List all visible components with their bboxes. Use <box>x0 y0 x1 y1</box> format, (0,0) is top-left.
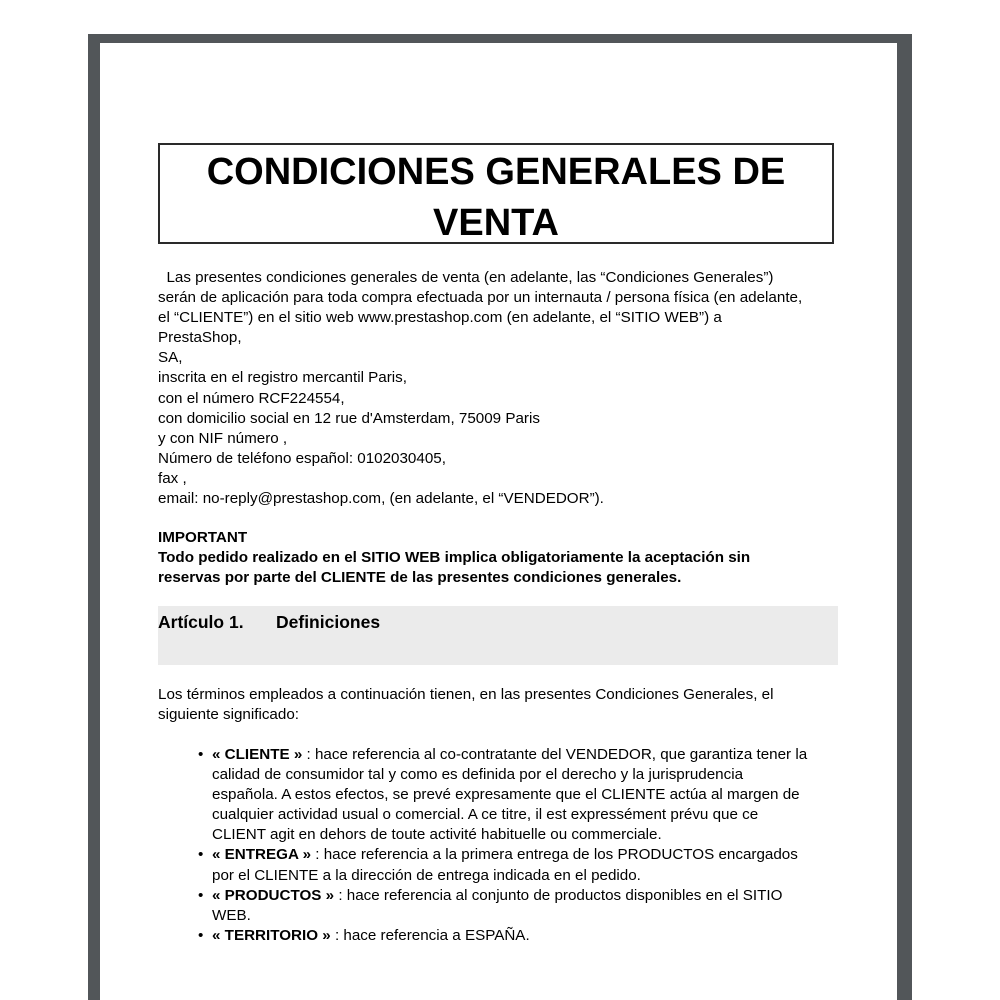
intro-line: email: no-reply@prestashop.com, (en adelante, el “VENDEDOR”). <box>158 490 604 508</box>
definition-text: española. A estos efectos, se prevé expresamente que el CLIENTE actúa al margen de <box>212 786 800 804</box>
intro-line: fax , <box>158 469 187 487</box>
important-notice <box>158 528 839 588</box>
important-line: reservas por parte del CLIENTE de las presentes condiciones generales. <box>158 569 682 587</box>
article-number: Artículo 1. <box>158 612 244 632</box>
intro-line: SA, <box>158 349 183 367</box>
intro-line: Número de teléfono español: 0102030405, <box>158 449 446 467</box>
definition-item <box>158 926 839 946</box>
definition-text: por el CLIENTE a la dirección de entrega indicada en el pedido. <box>212 866 641 884</box>
definition-line <box>212 845 839 865</box>
intro-line: Las presentes condiciones generales de venta (en adelante, las “Condiciones Generales”) <box>158 269 774 286</box>
definition-line <box>212 805 839 825</box>
definition-line <box>212 866 839 886</box>
definition-text: WEB. <box>212 906 251 924</box>
definition-text: : hace referencia a ESPAÑA. <box>330 926 530 944</box>
definition-text: cualquier actividad usual o comercial. A ce titre, il est expressément prévu que ce <box>212 806 759 824</box>
important-label: IMPORTANT <box>158 529 248 546</box>
definition-line <box>212 765 839 785</box>
definition-text: : hace referencia al conjunto de productos disponibles en el SITIO <box>334 886 783 904</box>
bullet-icon: • <box>198 746 204 763</box>
intro-line: inscrita en el registro mercantil Paris, <box>158 369 407 387</box>
document-page <box>100 43 897 1000</box>
intro-line: PrestaShop, <box>158 329 242 347</box>
definition-term: « CLIENTE » <box>212 746 303 763</box>
document-title <box>158 143 834 244</box>
definition-text: : hace referencia a la primera entrega de los PRODUCTOS encargados <box>311 846 798 864</box>
article-title: Definiciones <box>276 612 381 632</box>
intro-line: el “CLIENTE”) en el sitio web www.prestashop.com (en adelante, el “SITIO WEB”) a <box>158 309 722 327</box>
definition-text: CLIENT agit en dehors de toute activité habituelle ou commerciale. <box>212 826 662 844</box>
definition-line <box>212 926 839 946</box>
definition-text: : hace referencia al co-contratante del VENDEDOR, que garantiza tener la <box>302 746 808 763</box>
important-line: Todo pedido realizado en el SITIO WEB implica obligatoriamente la aceptación sin <box>158 549 751 567</box>
definition-line <box>212 785 839 805</box>
definition-item <box>158 886 839 926</box>
bullet-icon: • <box>198 926 204 944</box>
definitions-intro-line: Los términos empleados a continuación tienen, en las presentes Condiciones Generales, el <box>158 686 774 703</box>
intro-line: y con NIF número , <box>158 429 288 447</box>
definition-term: « ENTREGA » <box>212 846 312 864</box>
definition-line <box>212 745 839 765</box>
intro-line: con el número RCF224554, <box>158 389 345 407</box>
definition-text: calidad de consumidor tal y como es definida por el derecho y la jurisprudencia <box>212 766 744 784</box>
intro-line: serán de aplicación para toda compra efectuada por un internauta / persona física (en adelante, <box>158 289 803 307</box>
definition-line <box>212 886 839 906</box>
definition-item <box>158 845 839 885</box>
bullet-icon: • <box>198 886 204 904</box>
definitions-intro-line: siguiente significado: <box>158 706 299 724</box>
definition-line <box>212 906 839 926</box>
definition-item <box>158 745 839 845</box>
article-heading <box>158 611 380 633</box>
bullet-icon: • <box>198 846 204 864</box>
intro-line: con domicilio social en 12 rue d'Amsterdam, 75009 Paris <box>158 409 540 427</box>
definition-term: « TERRITORIO » <box>212 926 331 944</box>
definition-term: « PRODUCTOS » <box>212 886 335 904</box>
definitions-intro <box>158 685 839 725</box>
article-header <box>158 606 838 665</box>
definition-line <box>212 825 839 845</box>
definitions-list <box>158 745 839 946</box>
document-title-text: CONDICIONES GENERALES DE VENTA <box>206 151 786 244</box>
intro-paragraph <box>158 268 839 509</box>
